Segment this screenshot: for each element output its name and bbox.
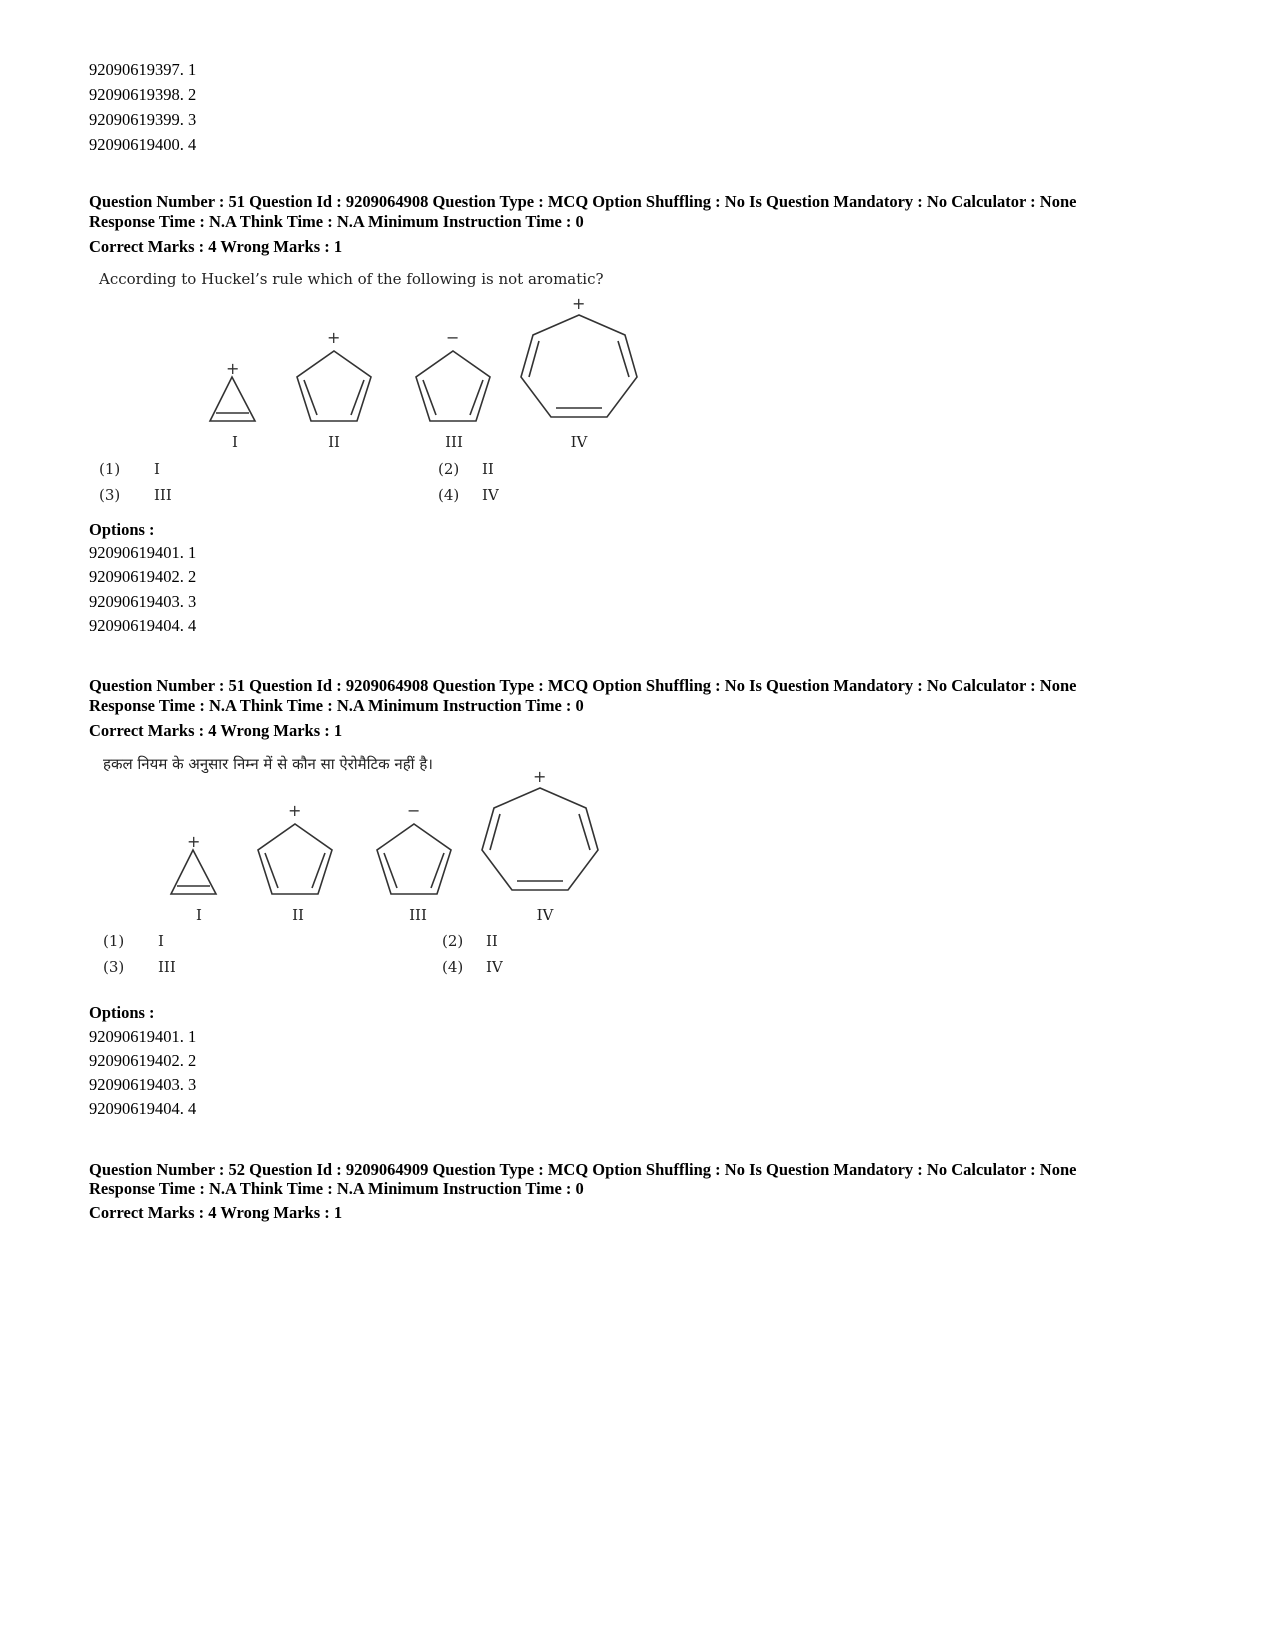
question-meta-line2: Response Time : N.A Think Time : N.A Minimum Instruction Time : 0 xyxy=(89,1179,584,1198)
structure-IV-tropylium xyxy=(482,767,598,890)
charge-III: − xyxy=(446,328,460,347)
charge-II: + xyxy=(327,328,341,347)
option-2: 92090619402. 2 xyxy=(89,567,197,586)
option-1: 92090619401. 1 xyxy=(89,1027,197,1046)
structure-label-I: I xyxy=(196,906,202,924)
charge-IV: + xyxy=(572,294,586,313)
structure-label-I: I xyxy=(232,433,238,451)
prev-option-3: 92090619399. 3 xyxy=(89,110,197,129)
structure-IV-tropylium xyxy=(521,294,637,417)
choice-2: (2) II xyxy=(442,932,498,950)
prev-option-2: 92090619398. 2 xyxy=(89,85,197,104)
structure-III-cyclopentadienyl-anion xyxy=(377,801,451,894)
structure-II-cyclopentadienyl-cation xyxy=(258,801,332,894)
charge-II: + xyxy=(288,801,302,820)
option-4: 92090619404. 4 xyxy=(89,616,197,635)
charge-IV: + xyxy=(533,767,547,786)
structure-III-cyclopentadienyl-anion xyxy=(416,328,490,421)
charge-III: − xyxy=(407,801,421,820)
choice-3: (3) III xyxy=(103,958,176,976)
charge-I: + xyxy=(226,359,240,378)
question-marks: Correct Marks : 4 Wrong Marks : 1 xyxy=(89,1203,343,1222)
structure-label-III: III xyxy=(409,906,427,924)
question-meta-line1: Question Number : 51 Question Id : 9209064908 Question Type : MCQ Option Shuffling : No Is Question Mandatory : No Calculator : None xyxy=(89,676,1077,695)
option-3: 92090619403. 3 xyxy=(89,1075,197,1094)
options-heading: Options : xyxy=(89,520,155,539)
choice-2: (2) II xyxy=(438,460,494,478)
structure-I-cyclopropenyl xyxy=(210,359,255,421)
structure-label-IV: IV xyxy=(536,906,554,924)
structure-II-cyclopentadienyl-cation xyxy=(297,328,371,421)
structure-label-IV: IV xyxy=(570,433,588,451)
structure-label-II: II xyxy=(328,433,340,451)
choice-3: (3) III xyxy=(99,486,172,504)
question-meta-line2: Response Time : N.A Think Time : N.A Minimum Instruction Time : 0 xyxy=(89,696,584,715)
question-marks: Correct Marks : 4 Wrong Marks : 1 xyxy=(89,721,343,740)
question-meta-line1: Question Number : 51 Question Id : 9209064908 Question Type : MCQ Option Shuffling : No Is Question Mandatory : No Calculator : None xyxy=(89,192,1077,211)
options-heading: Options : xyxy=(89,1003,155,1022)
structures-figure xyxy=(166,768,626,918)
structure-label-III: III xyxy=(445,433,463,451)
charge-I: + xyxy=(187,832,201,851)
structures-figure xyxy=(205,295,665,445)
question-meta-line1: Question Number : 52 Question Id : 9209064909 Question Type : MCQ Option Shuffling : No Is Question Mandatory : No Calculator : None xyxy=(89,1160,1077,1179)
structure-I-cyclopropenyl xyxy=(171,832,216,894)
structure-label-II: II xyxy=(292,906,304,924)
option-2: 92090619402. 2 xyxy=(89,1051,197,1070)
question-meta-line2: Response Time : N.A Think Time : N.A Minimum Instruction Time : 0 xyxy=(89,212,584,231)
option-3: 92090619403. 3 xyxy=(89,592,197,611)
option-1: 92090619401. 1 xyxy=(89,543,197,562)
choice-4: (4) IV xyxy=(442,958,503,976)
choice-4: (4) IV xyxy=(438,486,499,504)
choice-1: (1) I xyxy=(99,460,160,478)
prev-option-4: 92090619400. 4 xyxy=(89,135,197,154)
option-4: 92090619404. 4 xyxy=(89,1099,197,1118)
prev-option-1: 92090619397. 1 xyxy=(89,60,197,79)
question-text: According to Huckel’s rule which of the following is not aromatic? xyxy=(99,270,604,288)
question-marks: Correct Marks : 4 Wrong Marks : 1 xyxy=(89,237,343,256)
choice-1: (1) I xyxy=(103,932,164,950)
question-text-hindi: हकल नियम के अनुसार निम्न में से कौन सा ऐरोमैटिक नहीं है। xyxy=(103,755,433,773)
